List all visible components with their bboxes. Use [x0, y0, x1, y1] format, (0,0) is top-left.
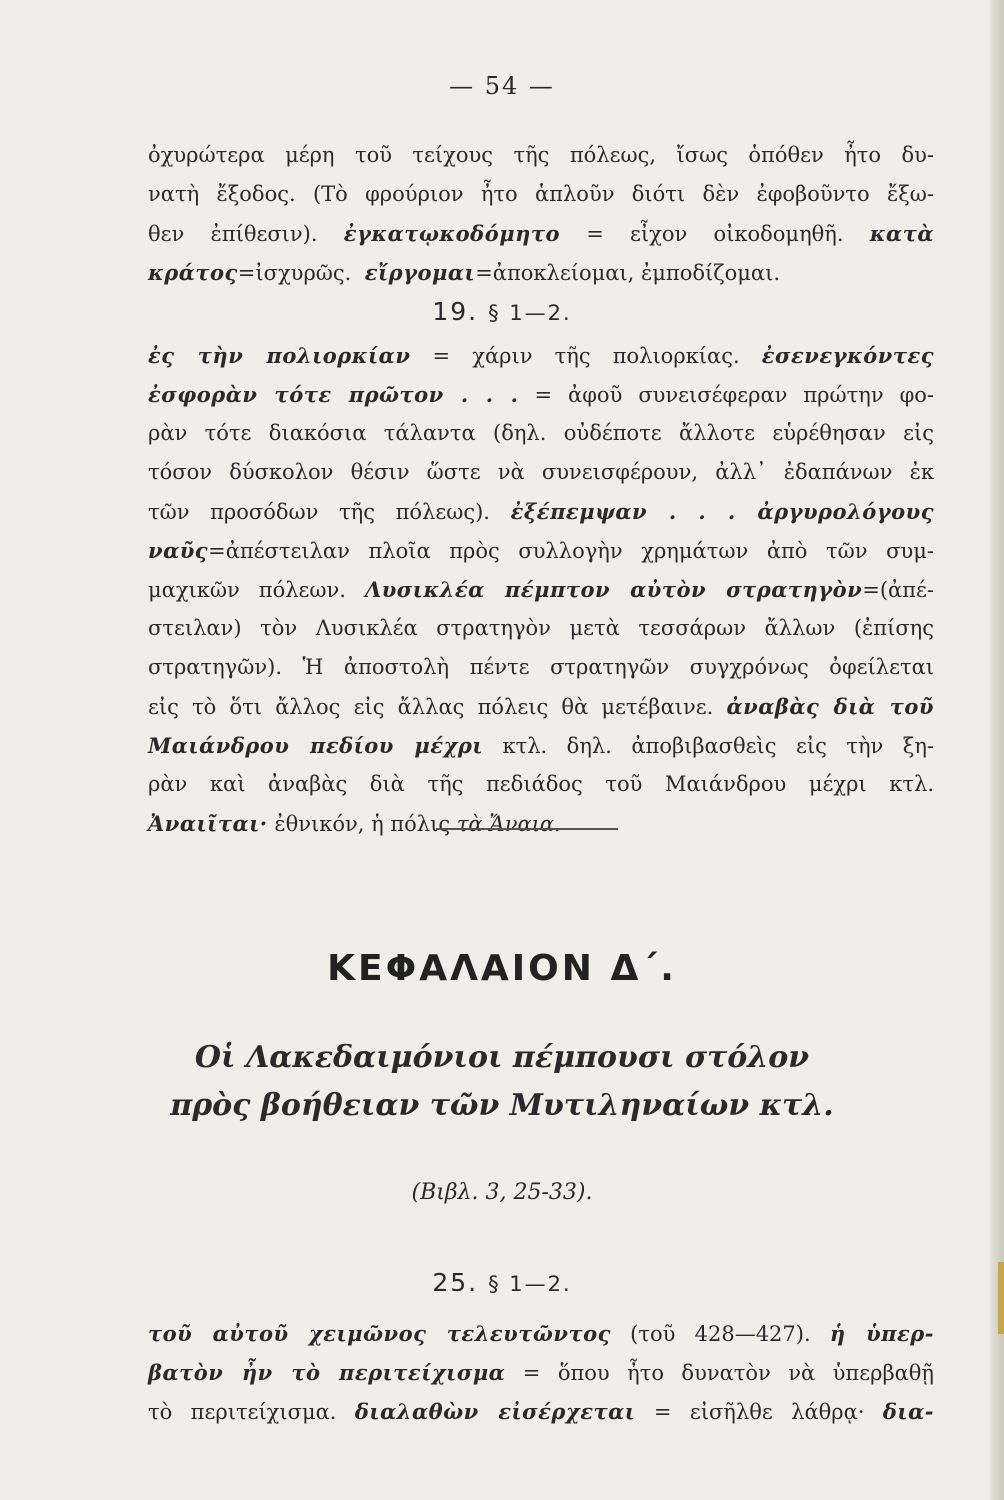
lemma-term: ἐγκατῳκοδόμητο	[343, 221, 560, 246]
notes-continuation	[148, 136, 934, 292]
lemma-term: ἐς τὴν πολιορκίαν	[148, 343, 411, 368]
text-line	[148, 1353, 934, 1392]
chapter-subtitle-line: πρὸς βοήθειαν τῶν Μυτιληναίων κτλ.	[170, 1088, 834, 1123]
gloss-text: = ἀφοῦ συνεισέφεραν πρώτην φο-	[534, 383, 935, 407]
lemma-term: κατὰ	[869, 221, 934, 246]
gloss-text: =ἰσχυρῶς.	[237, 261, 352, 285]
section-heading-25	[0, 1268, 1004, 1297]
text-line	[148, 726, 934, 765]
section-divider	[436, 828, 618, 830]
text-line	[148, 253, 934, 292]
plain-text: τῶν προσόδων τῆς πόλεως).	[148, 500, 490, 524]
lemma-term: βατὸν ἦν τὸ περιτείχισμα	[148, 1360, 506, 1385]
page-number: — 54 —	[449, 72, 555, 100]
text-line: ὀχυρώτερα μέρη τοῦ τείχους τῆς πόλεως, ἴσως ὁπόθεν ἦτο δυ-	[148, 143, 934, 167]
gloss-text: =(ἀπέ-	[862, 578, 934, 602]
text-line	[148, 531, 934, 570]
text-line: στρατηγῶν). Ἡ ἀποστολὴ πέντε στρατηγῶν συγχρόνως ὀφείλεται	[148, 655, 934, 679]
plain-text: (τοῦ 428—427).	[630, 1322, 811, 1346]
plain-text: ἐθνικόν, ἡ πόλις	[274, 812, 451, 836]
page-edge-mark	[998, 1262, 1004, 1334]
text-line	[148, 492, 934, 531]
text-line	[148, 1314, 934, 1353]
text-line	[148, 1392, 934, 1431]
lemma-term: Μαιάνδρου πεδίου μέχρι	[148, 733, 484, 758]
gloss-text: =ἀπέστειλαν πλοῖα πρὸς συλλογὴν χρημάτων ἀπὸ τῶν συμ-	[208, 539, 934, 563]
book-reference: (Βιβλ. 3, 25-33).	[411, 1180, 593, 1205]
section-heading-19	[0, 297, 1004, 326]
gloss-text: = χάριν τῆς πολιορκίας.	[432, 344, 740, 368]
notes-section-25	[148, 1314, 934, 1431]
gloss-text: = εἶχον οἰκοδομηθῆ.	[586, 222, 844, 246]
lemma-term: δια-	[882, 1399, 934, 1424]
lemma-term: Λυσικλέα πέμπτον αὐτὸν στρατηγὸν	[364, 577, 863, 602]
text-line	[148, 375, 934, 414]
lemma-term: τὰ Ἄναια.	[456, 812, 561, 836]
lemma-term: κράτος	[148, 260, 238, 285]
section-paragraph: § 1—2.	[488, 301, 572, 325]
text-line	[148, 336, 934, 375]
gloss-text: = ὅπου ἦτο δυνατὸν νὰ ὑπερβαθῇ	[522, 1361, 934, 1385]
text-line: νατὴ ἔξοδος. (Τὸ φρούριον ἦτο ἁπλοῦν διότι δὲν ἐφοβοῦντο ἔξω-	[148, 182, 934, 206]
gloss-text: = εἰσῆλθε λάθρᾳ·	[653, 1400, 865, 1424]
chapter-subtitle-line: Οἱ Λακεδαιμόνιοι πέμπουσι στόλον	[194, 1040, 810, 1075]
plain-text: εἰς τὸ ὅτι ἄλλος εἰς ἄλλας πόλεις θὰ μετέβαινε.	[148, 695, 714, 719]
lemma-term: τοῦ αὐτοῦ χειμῶνος τελευτῶντος	[148, 1321, 611, 1346]
lemma-term: ἐσφορὰν τότε πρῶτον . . .	[148, 382, 519, 407]
lemma-term: ναῦς	[148, 538, 209, 563]
text-line: ρὰν τότε διακόσια τάλαντα (δηλ. οὐδέποτε ἄλλοτε εὑρέθησαν εἰς	[148, 421, 934, 445]
plain-text: κτλ. δηλ. ἀποβιβασθεὶς εἰς τὴν ξη-	[502, 734, 934, 758]
lemma-term: Ἀναιῖται·	[148, 811, 268, 836]
text-line	[148, 804, 934, 843]
text-line	[148, 570, 934, 609]
lemma-term: εἴργομαι	[364, 260, 476, 285]
text-line: ρὰν καὶ ἀναβὰς διὰ τῆς πεδιάδος τοῦ Μαιάνδρου μέχρι κτλ.	[148, 772, 934, 796]
text-line	[148, 214, 934, 253]
lemma-term: διαλαθὼν εἰσέρχεται	[354, 1399, 636, 1424]
section-paragraph: § 1—2.	[488, 1272, 572, 1296]
lemma-term: ἐσενεγκόντες	[761, 343, 934, 368]
gloss-text: =ἀποκλείομαι, ἐμποδίζομαι.	[475, 261, 781, 285]
section-number: 19.	[432, 297, 479, 326]
text-line: στειλαν) τὸν Λυσικλέα στρατηγὸν μετὰ τεσσάρων ἄλλων (ἐπίσης	[148, 616, 934, 640]
lemma-term: ἐξέπεμψαν . . . ἀργυρολόγους	[510, 499, 934, 524]
section-number: 25.	[432, 1268, 479, 1297]
plain-text: μαχικῶν πόλεων.	[148, 578, 346, 602]
lemma-term: ἡ ὑπερ-	[829, 1321, 934, 1346]
text-line: τόσον δύσκολον θέσιν ὥστε νὰ συνεισφέρουν, ἀλλ᾽ ἐδαπάνων ἐκ	[148, 460, 934, 484]
plain-text: θεν ἐπίθεσιν).	[148, 222, 318, 246]
plain-text: τὸ περιτείχισμα.	[148, 1400, 337, 1424]
chapter-heading: ΚΕΦΑΛΑΙΟΝ Δ΄.	[327, 948, 677, 989]
text-line	[148, 687, 934, 726]
notes-section-19	[148, 336, 934, 843]
lemma-term: ἀναβὰς διὰ τοῦ	[726, 694, 934, 719]
